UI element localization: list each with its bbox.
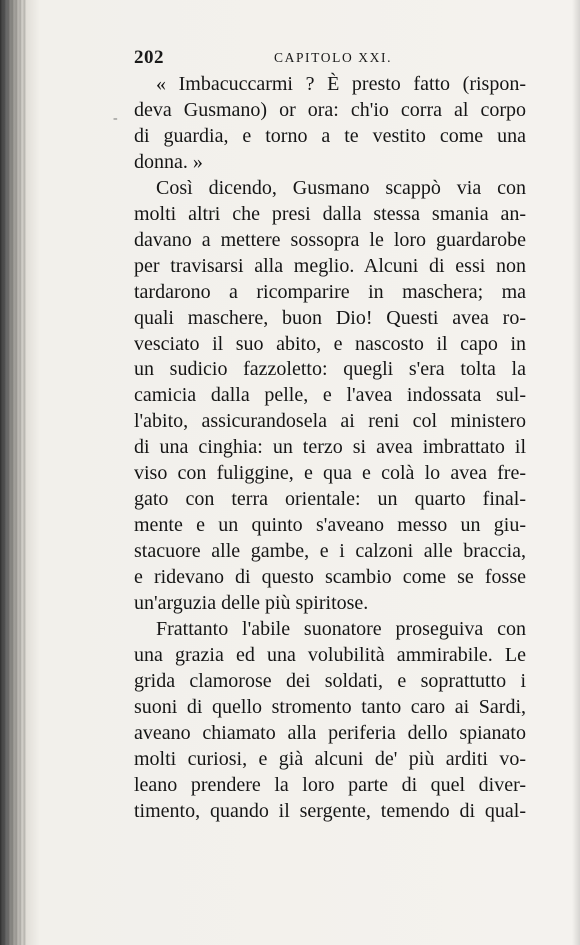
text-line: « Imbacuccarmi ? È presto fatto (rispon- — [156, 73, 526, 95]
text-line: davano a mettere sossopra le loro guardarobe — [134, 228, 526, 251]
text-line: un sudicio fazzoletto: quegli s'era tolta la — [134, 358, 526, 381]
text-line: Così dicendo, Gusmano scappò via con — [156, 176, 526, 199]
book-spine-shadow — [0, 0, 26, 945]
text-line: viso con fuliggine, e qua e colà lo avea fre- — [134, 462, 526, 485]
text-line: molti altri che presi dalla stessa smania an- — [134, 202, 526, 225]
text-line: per travisarsi alla meglio. Alcuni di essi non — [134, 254, 526, 277]
body-text — [134, 72, 526, 825]
text-line: aveano chiamato alla periferia dello spianato — [134, 721, 526, 744]
text-line: molti curiosi, e già alcuni de' più arditi vo- — [134, 747, 526, 770]
text-line: mente e un quinto s'aveano messo un giu- — [134, 514, 526, 537]
text-line: vesciato il suo abito, e nascosto il capo in — [134, 332, 526, 355]
text-line: gato con terra orientale: un quarto final- — [134, 488, 526, 511]
text-line: donna. » — [134, 150, 203, 173]
page-edge-shadow — [572, 0, 580, 945]
margin-mark: - — [113, 111, 118, 126]
text-line: suoni di quello stromento tanto caro ai Sardi, — [134, 695, 526, 718]
paragraph-3 — [134, 617, 526, 825]
text-line: una grazia ed una volubilità ammirabile. Le — [134, 643, 526, 666]
text-line: leano prendere la loro parte di quel diver- — [134, 773, 526, 796]
text-line: timento, quando il sergente, temendo di qual- — [134, 799, 526, 822]
text-line: deva Gusmano) or ora: ch'io corra al corpo — [134, 98, 526, 121]
paragraph-2 — [134, 176, 526, 617]
text-line: e ridevano di questo scambio come se fosse — [134, 566, 526, 589]
text-line: stacuore alle gambe, e i calzoni alle braccia, — [134, 540, 526, 563]
text-line: di guardia, e torno a te vestito come una — [134, 124, 526, 147]
paragraph-1 — [134, 72, 526, 176]
text-line: Frattanto l'abile suonatore proseguiva con — [156, 618, 526, 641]
chapter-title: CAPITOLO XXI. — [274, 50, 393, 65]
running-header — [134, 47, 514, 71]
text-line: l'abito, assicurandosela ai reni col ministero — [134, 410, 526, 433]
text-line: tardarono a ricomparire in maschera; ma — [134, 280, 526, 303]
text-line: un'arguzia delle più spiritose. — [134, 592, 369, 615]
text-line: grida clamorose dei soldati, e soprattutto i — [134, 669, 526, 692]
text-line: quali maschere, buon Dio! Questi avea ro- — [134, 306, 526, 329]
text-line: camicia dalla pelle, e l'avea indossata sul- — [134, 384, 526, 407]
page-number: 202 — [134, 47, 164, 68]
text-line: di una cinghia: un terzo si avea imbrattato il — [134, 436, 526, 459]
